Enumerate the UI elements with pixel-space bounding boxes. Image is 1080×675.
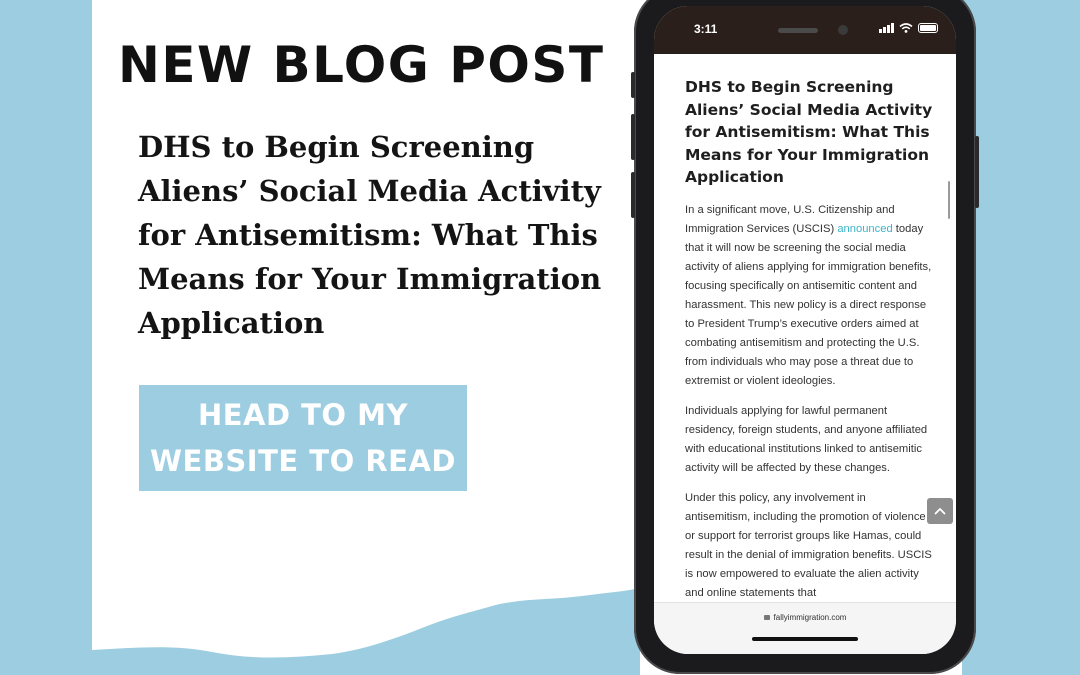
status-time: 3:11: [694, 22, 718, 36]
phone-silent-switch: [631, 72, 635, 98]
speaker-grille: [778, 28, 818, 33]
phone-mockup: [634, 0, 976, 674]
announced-link[interactable]: announced: [837, 222, 893, 235]
status-bar: [654, 6, 956, 54]
article-title: DHS to Begin Screening Aliens’ Social Media Activity for Antisemitism: What This Means for Your Immigration Application: [685, 78, 933, 186]
wifi-icon: [899, 23, 913, 33]
scroll-to-top-button[interactable]: [927, 498, 953, 524]
cta-label: HEAD TO MY WEBSITE TO READ: [150, 398, 456, 478]
article-paragraph-1: In a significant move, U.S. Citizenship and Immigration Services (USCIS) announced today that it will now be screening the social media activity of aliens applying for immigration benefits, focusing specifically on antisemitic content and harassment. This new policy is a direct response to President Trump’s executive orders aimed at combating antisemitism and protecting the U.S. from individuals who may pose a threat due to extremist or violent ideologies.: [685, 203, 932, 387]
status-icons: [879, 23, 938, 33]
article: [685, 76, 933, 614]
front-camera: [838, 25, 848, 35]
phone-screen: [654, 6, 956, 654]
scrollbar[interactable]: [948, 181, 950, 219]
phone-volume-down-button: [631, 172, 635, 218]
scroll-to-top-icon: [934, 507, 946, 515]
phone-power-button: [975, 136, 979, 208]
post-title: DHS to Begin Screening Aliens’ Social Media Activity for Antisemitism: What This Means for Your Immigration Application: [138, 130, 602, 340]
signal-icon: [879, 23, 894, 33]
url-display[interactable]: [654, 613, 956, 622]
article-paragraph-2: Individuals applying for lawful permanent residency, foreign students, and anyone affiliated with educational institutions linked to antisemitic activity will be affected by these changes.: [685, 404, 928, 474]
article-paragraph-3: Under this policy, any involvement in antisemitism, including the promotion of violence or support for terrorist groups like Hamas, could result in the denial of immigration benefits. USCIS is now empowered to evaluate the alien activity and online statements that: [685, 491, 932, 599]
headline: NEW BLOG POST: [118, 36, 605, 94]
lock-icon: [764, 615, 770, 620]
battery-icon: [918, 23, 938, 33]
browser-address-bar[interactable]: [654, 602, 956, 654]
url-text: fallyimmigration.com: [773, 613, 847, 622]
phone-volume-up-button: [631, 114, 635, 160]
home-indicator[interactable]: [752, 637, 858, 641]
read-on-website-button[interactable]: [139, 385, 467, 491]
